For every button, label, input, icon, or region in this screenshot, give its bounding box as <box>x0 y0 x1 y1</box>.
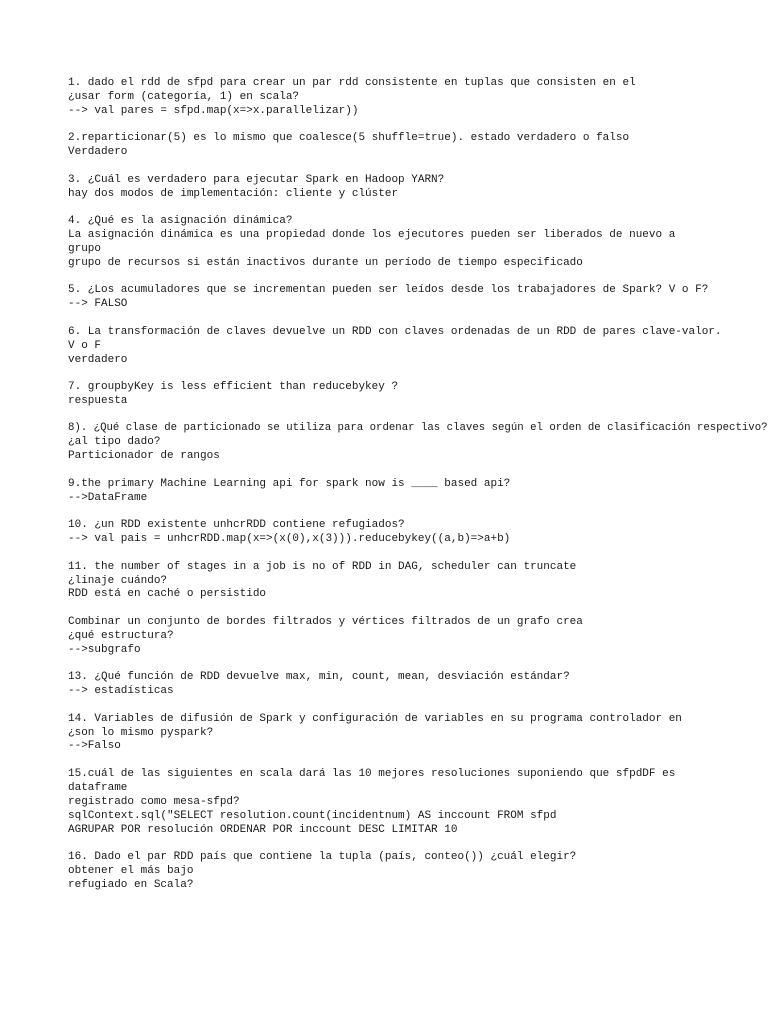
text-line: ¿linaje cuándo? <box>68 574 168 587</box>
text-line: 9.the primary Machine Learning api for spark now is ____ based api? <box>68 477 511 490</box>
text-line: 10. ¿un RDD existente unhcrRDD contiene refugiados? <box>68 519 405 532</box>
question-block <box>68 132 768 160</box>
question-block <box>68 713 768 755</box>
text-line: Verdadero <box>68 146 128 159</box>
text-line: La asignación dinámica es una propiedad donde los ejecutores pueden ser liberados de nuevo a <box>68 229 676 242</box>
question-block <box>68 519 768 547</box>
question-block <box>68 768 768 838</box>
question-block <box>68 77 768 119</box>
text-line: sqlContext.sql("SELECT resolution.count(incidentnum) AS inccount FROM sfpd <box>68 809 557 822</box>
text-line: ¿al tipo dado? <box>68 436 161 449</box>
text-line: -->DataFrame <box>68 491 148 504</box>
text-line: 4. ¿Qué es la asignación dinámica? <box>68 215 293 228</box>
question-block <box>68 478 768 506</box>
text-line: 16. Dado el par RDD país que contiene la tupla (país, conteo()) ¿cuál elegir? <box>68 851 577 864</box>
question-block <box>68 215 768 271</box>
text-line: refugiado en Scala? <box>68 878 194 891</box>
text-line: 11. the number of stages in a job is no of RDD in DAG, scheduler can truncate <box>68 560 577 573</box>
text-line: 15.cuál de las siguientes en scala dará las 10 mejores resoluciones suponiendo que sfpdDF es <box>68 767 676 780</box>
text-line: --> val pais = unhcrRDD.map(x=>(x(0),x(3))).reducebykey((a,b)=>a+b) <box>68 533 511 546</box>
question-block <box>68 326 768 368</box>
text-line: Combinar un conjunto de bordes filtrados y vértices filtrados de un grafo crea <box>68 615 583 628</box>
text-line: --> val pares = sfpd.map(x=>x.parallelizar)) <box>68 104 359 117</box>
text-line: verdadero <box>68 353 128 366</box>
text-line: ¿usar form (categoría, 1) en scala? <box>68 90 300 103</box>
text-line: ¿qué estructura? <box>68 629 174 642</box>
question-block <box>68 381 768 409</box>
text-line: 14. Variables de difusión de Spark y configuración de variables en su programa controlador en <box>68 712 682 725</box>
text-line: obtener el más bajo <box>68 864 194 877</box>
question-block <box>68 174 768 202</box>
text-line: hay dos modos de implementación: cliente y clúster <box>68 187 399 200</box>
text-line: ¿son lo mismo pyspark? <box>68 726 214 739</box>
text-line: 7. groupbyKey is less efficient than reducebykey ? <box>68 381 399 394</box>
text-line: --> estadísticas <box>68 685 174 698</box>
text-line: 2.reparticionar(5) es lo mismo que coalesce(5 shuffle=true). estado verdadero o falso <box>68 132 630 145</box>
text-line: -->subgrafo <box>68 643 141 656</box>
question-block <box>68 671 768 699</box>
document-body <box>68 77 768 906</box>
text-line: 5. ¿Los acumuladores que se incrementan pueden ser leídos desde los trabajadores de Spark? V o F? <box>68 284 709 297</box>
text-line: -->Falso <box>68 740 121 753</box>
text-line: dataframe <box>68 781 128 794</box>
question-block <box>68 851 768 893</box>
question-block <box>68 284 768 312</box>
text-line: V o F <box>68 339 102 352</box>
text-line: RDD está en caché o persistido <box>68 588 267 601</box>
text-line: respuesta <box>68 394 128 407</box>
text-line: grupo <box>68 242 102 255</box>
text-line: 8). ¿Qué clase de particionado se utiliza para ordenar las claves según el orden de clasificación respectivo? <box>68 422 768 435</box>
question-block <box>68 561 768 603</box>
text-line: grupo de recursos si están inactivos durante un período de tiempo especificado <box>68 256 583 269</box>
text-line: registrado como mesa-sfpd? <box>68 795 240 808</box>
text-line: 13. ¿Qué función de RDD devuelve max, min, count, mean, desviación estándar? <box>68 671 570 684</box>
question-block <box>68 422 768 464</box>
text-line: 1. dado el rdd de sfpd para crear un par rdd consistente en tuplas que consisten en el <box>68 77 636 89</box>
text-line: 6. La transformación de claves devuelve un RDD con claves ordenadas de un RDD de pares clave-valor. <box>68 325 722 338</box>
text-line: Particionador de rangos <box>68 450 220 463</box>
text-line: 3. ¿Cuál es verdadero para ejecutar Spark en Hadoop YARN? <box>68 173 445 186</box>
text-line: --> FALSO <box>68 298 128 311</box>
text-line: AGRUPAR POR resolución ORDENAR POR inccount DESC LIMITAR 10 <box>68 823 458 836</box>
question-block <box>68 616 768 658</box>
